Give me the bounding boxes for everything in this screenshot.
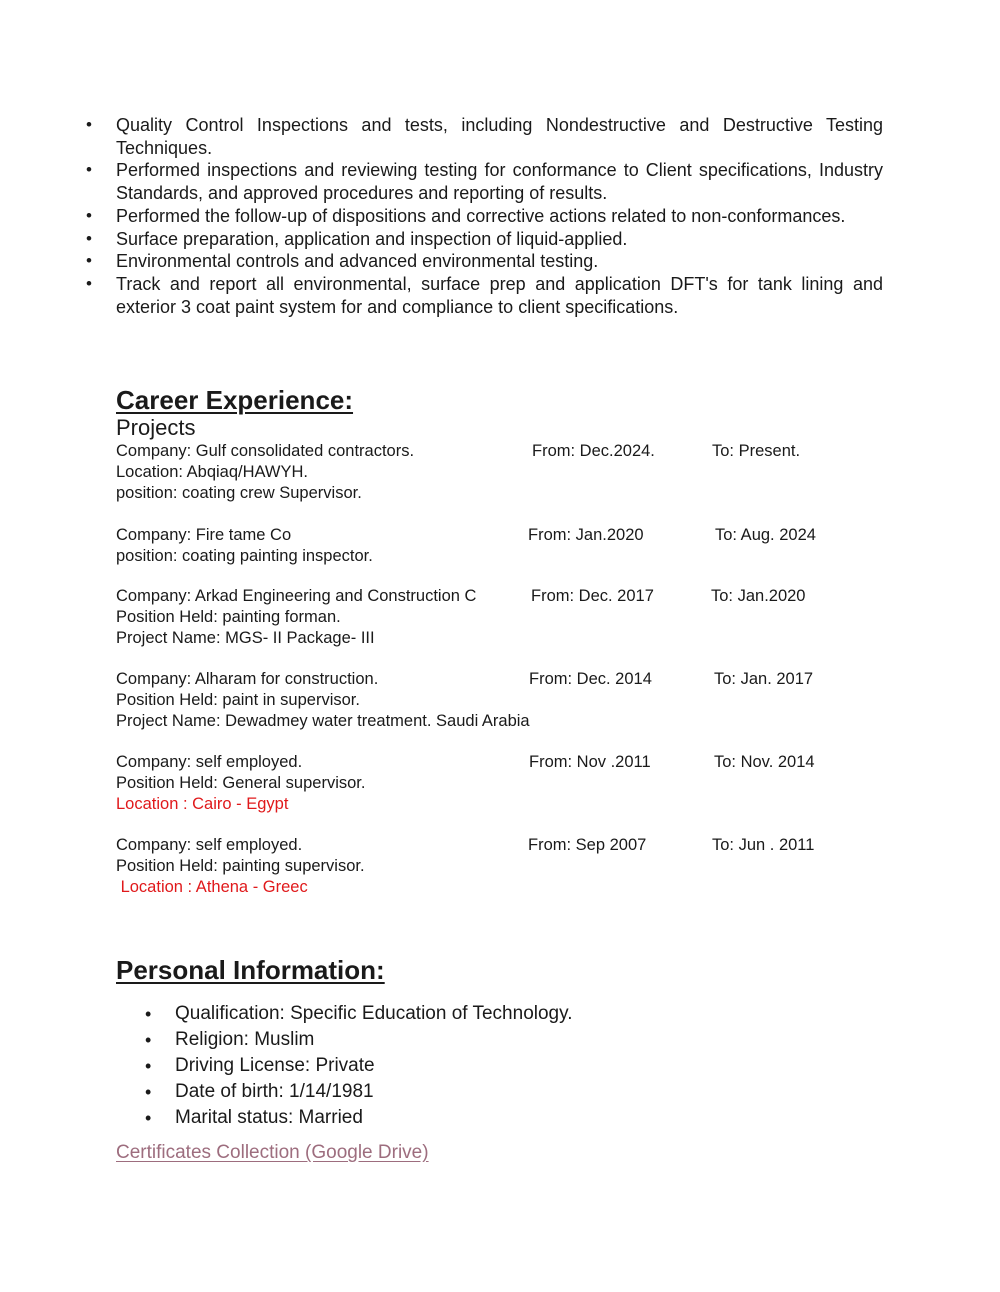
- duties-list: [0, 114, 1000, 318]
- duty-text: • Environmental controls and advanced environmental testing.: [116, 251, 599, 272]
- duty-item: [116, 114, 883, 159]
- job-to: To: Aug. 2024: [715, 526, 816, 544]
- job-from: From: Nov .2011: [529, 753, 651, 771]
- job-company: Company: Arkad Engineering and Construction C: [116, 587, 477, 605]
- duty-text: • Performed inspections and reviewing testing for conformance to Client specifications, Industry Standards, and approved procedures and reporting of results.: [116, 160, 883, 204]
- job-company: Company: Fire tame Co: [116, 526, 292, 544]
- job-to: To: Nov. 2014: [714, 753, 815, 771]
- job-entry: [0, 669, 1000, 732]
- personal-info-item: • Date of birth: 1/14/1981: [175, 1079, 1000, 1105]
- job-line: Position Held: painting forman.: [116, 608, 341, 626]
- personal-info-item: • Driving License: Private: [175, 1053, 1000, 1079]
- job-entry: [0, 525, 1000, 567]
- duty-item: [116, 228, 883, 251]
- duty-text: • Surface preparation, application and inspection of liquid-applied.: [116, 228, 628, 249]
- job-company: Company: Alharam for construction.: [116, 670, 379, 688]
- personal-info-item: • Marital status: Married: [175, 1105, 1000, 1131]
- personal-info-item: • Qualification: Specific Education of Technology.: [175, 1001, 1000, 1027]
- personal-information-heading: Personal Information:: [116, 955, 385, 985]
- duty-item: [116, 250, 883, 273]
- job-from: From: Dec. 2017: [531, 587, 654, 605]
- job-to: To: Jan.2020: [711, 587, 806, 605]
- job-to: To: Present.: [712, 442, 801, 460]
- duty-item: [116, 159, 883, 204]
- duty-text: • Track and report all environmental, surface prep and application DFT's for tank lining and exterior 3 coat paint system for and compliance to client specifications.: [116, 273, 883, 317]
- duty-text: • Quality Control Inspections and tests, including Nondestructive and Destructive Testing Techniques.: [116, 115, 883, 158]
- job-company: Company: self employed.: [116, 836, 303, 854]
- personal-info-item: • Religion: Muslim: [175, 1027, 1000, 1053]
- job-line: Project Name: Dewadmey water treatment. Saudi Arabia: [116, 712, 530, 730]
- personal-info-list: [0, 1001, 1000, 1131]
- job-location: Location : Cairo - Egypt: [116, 795, 289, 813]
- projects-subheading: Projects: [116, 415, 196, 440]
- job-from: From: Sep 2007: [528, 836, 647, 854]
- duty-item: [116, 205, 883, 228]
- duty-item: [116, 273, 883, 318]
- job-line: Location: Abqiaq/HAWYH.: [116, 463, 308, 481]
- job-line: Project Name: MGS- II Package- III: [116, 629, 375, 647]
- job-entry: [0, 586, 1000, 649]
- job-line: Position Held: painting supervisor.: [116, 857, 365, 875]
- job-line: Position Held: General supervisor.: [116, 774, 366, 792]
- job-to: To: Jun . 2011: [712, 836, 815, 854]
- certificates-link[interactable]: Certificates Collection (Google Drive): [116, 1142, 429, 1163]
- job-to: To: Jan. 2017: [714, 670, 814, 688]
- job-line: Position Held: paint in supervisor.: [116, 691, 360, 709]
- job-company: Company: self employed.: [116, 753, 303, 771]
- duty-text: • Performed the follow-up of dispositions and corrective actions related to non-conformances.: [116, 205, 846, 226]
- job-line: position: coating painting inspector.: [116, 547, 373, 565]
- job-location: Location : Athena - Greec: [116, 878, 308, 896]
- job-line: position: coating crew Supervisor.: [116, 484, 362, 502]
- job-from: From: Jan.2020: [528, 526, 644, 544]
- job-entry: [0, 441, 1000, 504]
- job-entry: [0, 752, 1000, 815]
- career-experience-heading: Career Experience:: [116, 385, 354, 415]
- job-entry: [0, 835, 1000, 898]
- job-company: Company: Gulf consolidated contractors.: [116, 442, 415, 460]
- job-from: From: Dec. 2014: [529, 670, 652, 688]
- job-from: From: Dec.2024.: [532, 442, 655, 460]
